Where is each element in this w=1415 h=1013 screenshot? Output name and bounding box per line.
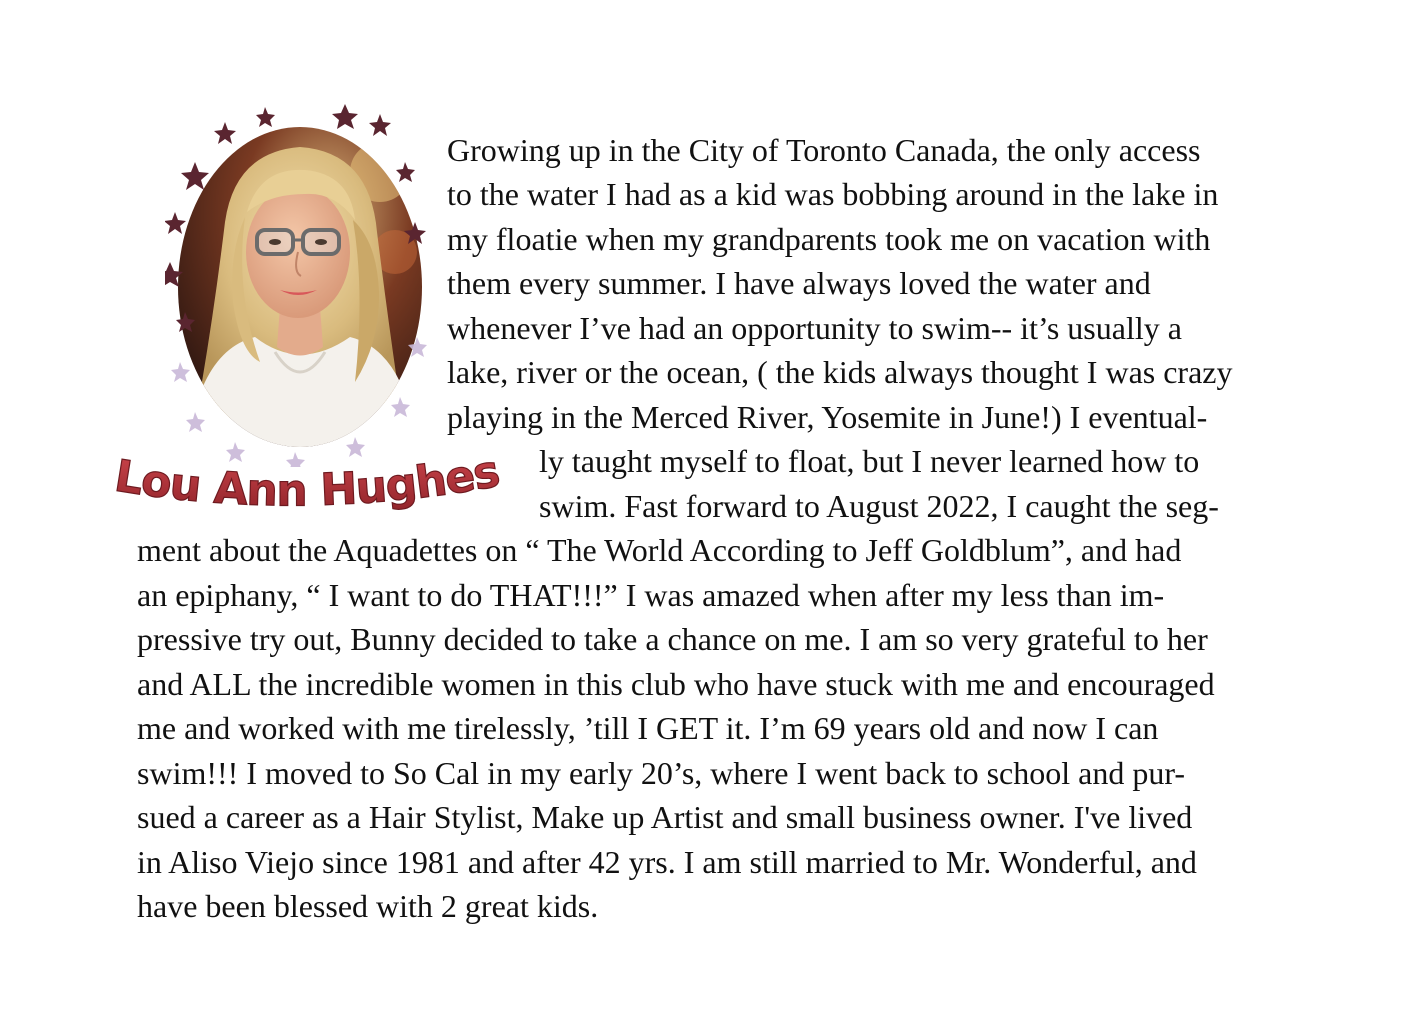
bio-line: playing in the Merced River, Yosemite in June!) I eventual- bbox=[447, 399, 1208, 435]
bio-line: pressive try out, Bunny decided to take a chance on me. I am so very grateful to her bbox=[137, 621, 1208, 657]
bio-line: me and worked with me tirelessly, ’till I GET it. I’m 69 years old and now I can bbox=[137, 710, 1159, 746]
bio-line: sued a career as a Hair Stylist, Make up Artist and small business owner. I've lived bbox=[137, 799, 1193, 835]
bio-line: and ALL the incredible women in this club who have stuck with me and encouraged bbox=[137, 666, 1215, 702]
bio-line: have been blessed with 2 great kids. bbox=[137, 888, 599, 924]
bio-line: them every summer. I have always loved the water and bbox=[447, 265, 1151, 301]
portrait-photo bbox=[165, 102, 435, 467]
svg-text:Lou Ann Hughes bbox=[111, 446, 503, 516]
bio-line: swim. Fast forward to August 2022, I caught the seg- bbox=[539, 488, 1219, 524]
bio-line: to the water I had as a kid was bobbing around in the lake in bbox=[447, 176, 1219, 212]
bio-line: my floatie when my grandparents took me on vacation with bbox=[447, 221, 1211, 257]
bio-line: Growing up in the City of Toronto Canada, the only access bbox=[447, 132, 1201, 168]
name-word-art bbox=[105, 440, 535, 530]
bio-line: whenever I’ve had an opportunity to swim-- it’s usually a bbox=[447, 310, 1182, 346]
bio-line: lake, river or the ocean, ( the kids always thought I was crazy bbox=[447, 354, 1233, 390]
bio-line: ment about the Aquadettes on “ The World According to Jeff Goldblum”, and had bbox=[137, 532, 1182, 568]
bio-line: an epiphany, “ I want to do THAT!!!” I was amazed when after my less than im- bbox=[137, 577, 1165, 613]
bio-line: swim!!! I moved to So Cal in my early 20’s, where I went back to school and pur- bbox=[137, 755, 1186, 791]
bio-line: ly taught myself to float, but I never learned how to bbox=[539, 443, 1200, 479]
profile-name: Lou Ann Hughes bbox=[111, 445, 503, 517]
bio-line: in Aliso Viejo since 1981 and after 42 yrs. I am still married to Mr. Wonderful, and bbox=[137, 844, 1197, 880]
